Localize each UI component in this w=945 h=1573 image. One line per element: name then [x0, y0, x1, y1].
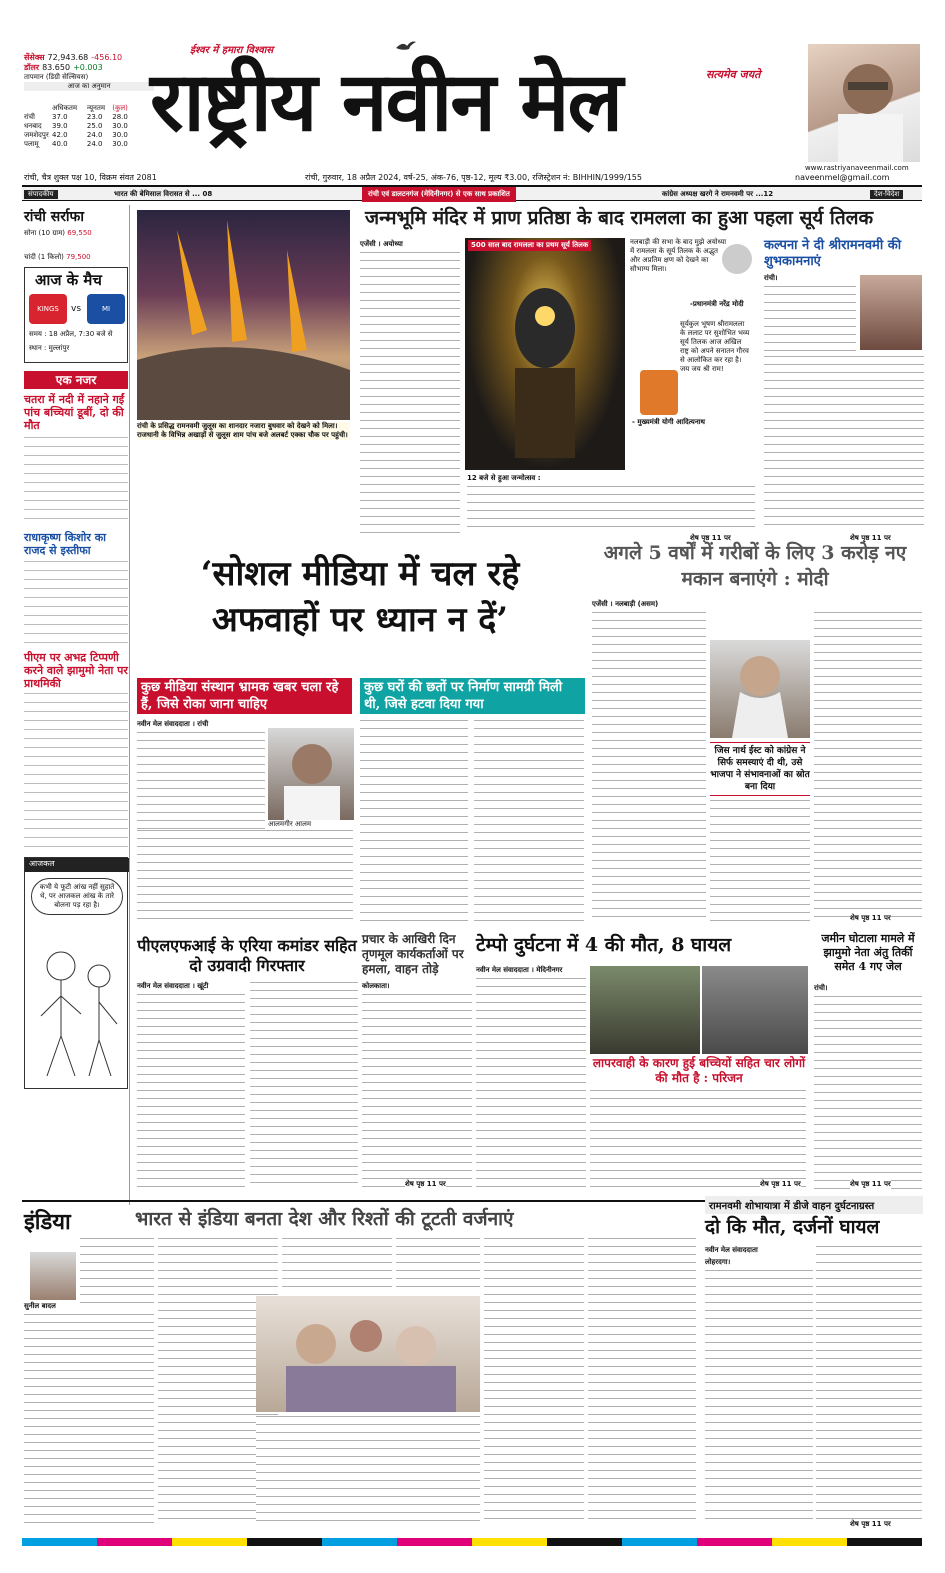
- silver-value: 79,500: [66, 253, 91, 261]
- social-body-c: [360, 720, 468, 924]
- tmc-headline: प्रचार के आखिरी दिन तृणमूल कार्यकर्ताओं पर हमला, वाहन तोड़े: [362, 932, 464, 976]
- temperature-label: तापमान (डिग्री सेल्सियस): [24, 73, 89, 81]
- modi-dateline: एजेंसी । नलबाड़ी (असम): [592, 600, 659, 608]
- modi-body-a: [592, 612, 706, 924]
- eknazar-story-2: [24, 561, 128, 647]
- land-headline: जमीन घोटाला मामले में झामुमो नेता अंतु तिर्की समेत 4 गए जेल: [821, 932, 915, 973]
- table-row: रांची 37.0 23.0 28.0: [24, 113, 128, 121]
- dollar-change: +0.003: [73, 63, 103, 72]
- ramnavami-more: शेष पृष्ठ 11 पर: [850, 1520, 891, 1528]
- section-strip: [22, 185, 922, 201]
- pfi-dateline: नवीन मेल संवाददाता । खूंटी: [137, 982, 209, 990]
- market-box: [24, 53, 154, 91]
- vs-text: vs: [71, 304, 82, 314]
- india-headline: भारत से इंडिया बनता देश और रिश्तों की टूटती वर्जनाएं: [135, 1208, 514, 1230]
- kalpana-headline: कल्पना ने दी श्रीरामनवमी की शुभकामनाएं: [764, 238, 902, 269]
- sensex-value: 72,943.68: [47, 53, 89, 62]
- temp-header: (कुल): [112, 104, 128, 112]
- tempo-more: शेष पृष्ठ 11 पर: [760, 1180, 801, 1188]
- ramnavami-body-a: [705, 1270, 813, 1524]
- india-body-g: [484, 1238, 584, 1524]
- tmc-body: [362, 994, 472, 1190]
- social-body-b: [137, 830, 353, 922]
- table-row: पलामू 40.0 24.0 30.0: [24, 140, 128, 148]
- tempo-headline: टेम्पो दुर्घटना में 4 की मौत, 8 घायल: [476, 934, 732, 956]
- gold-value: 69,550: [67, 229, 92, 237]
- social-headline-2: अफवाहों पर ध्यान न दें’: [211, 600, 509, 640]
- ramnavami-body-b: [816, 1246, 922, 1524]
- edition-banner: रांची एवं डालटनगंज (मेदिनीनगर) से एक साथ प्रकाशित: [362, 187, 516, 202]
- author-photo: [30, 1252, 76, 1300]
- modi-quote: नलबाड़ी की सभा के बाद मुझे अयोध्या में रामलला के सूर्य तिलक के अद्भुत और अप्रतिम क्षण को देखने का सौभाग्य मिला।: [630, 238, 727, 273]
- eknazar-headline-2: राधाकृष्ण किशोर का राजद से इस्तीफा: [24, 531, 106, 557]
- section-label-right: देश-विदेश: [870, 190, 903, 199]
- ramnavami-kicker: रामनवमी शोभायात्रा में डीजे वाहन दुर्घटनाग्रस्त: [705, 1196, 923, 1214]
- silver-label: चांदी (1 किलो): [24, 253, 64, 261]
- author-name: सुनील बादल: [24, 1302, 56, 1310]
- procession-photo: [137, 210, 350, 420]
- tmc-more: शेष पृष्ठ 11 पर: [405, 1180, 446, 1188]
- email-text: naveenmel@gmail.com: [795, 173, 890, 182]
- social-subhead-1: कुछ मीडिया संस्थान भ्रामक खबर चला रहे हैं, जिसे रोका जाना चाहिए: [137, 678, 352, 714]
- eknazar-story-3: [24, 693, 128, 851]
- tempo-body-b: [590, 1090, 806, 1190]
- india-body-d: [282, 1238, 392, 1290]
- kharge-photo: [808, 44, 920, 162]
- india-label: इंडिया: [24, 1209, 71, 1235]
- modi-more: शेष पृष्ठ 11 पर: [850, 914, 891, 922]
- date-line: रांची, गुरुवार, 18 अप्रैल 2024, वर्ष-25, अंक-76, पृष्ठ-12, मूल्य ₹3.00, रजिस्ट्रेशन नं: BIHHIN/1999/155: [305, 173, 642, 182]
- team-logo-kings: KINGS: [29, 294, 67, 324]
- temp-header: न्यूनतम: [86, 104, 106, 112]
- eknazar-story-1: [24, 437, 128, 527]
- india-body-f: [396, 1238, 480, 1290]
- social-photo-caption: आलमगीर आलम: [268, 820, 312, 828]
- forecast-label: आज का अनुमान: [24, 82, 154, 91]
- land-more: शेष पृष्ठ 11 पर: [850, 1180, 891, 1188]
- eknazar-title: एक नजर: [24, 371, 128, 389]
- match-time: समय : 18 अप्रैल, 7:30 बजे से: [29, 330, 113, 338]
- eknazar-headline-3: पीएम पर अभद्र टिप्पणी करने वाले झामुमो नेता पर प्राथमिकी: [24, 651, 128, 690]
- ramnavami-headline: दो कि मौत, दर्जनों घायल: [705, 1216, 880, 1238]
- ref-kharge: कांग्रेस अध्यक्ष खरगे ने रामनवमी पर ...12: [662, 190, 774, 198]
- modi-avatar: [722, 244, 752, 274]
- tempo-subhead: लापरवाही के कारण हुई बच्चियों सहित चार लोगों की मौत है : परिजन: [592, 1056, 806, 1085]
- eknazar-headline-1: चतरा में नदी में नहाने गईं पांच बच्चियां डूबीं, दो की मौत: [24, 393, 125, 432]
- social-headline-1: ‘सोशल मीडिया में चल रहे: [200, 554, 520, 594]
- tempo-photo-2: [702, 966, 808, 1054]
- pfi-headline: पीएलएफआई के एरिया कमांडर सहित दो उग्रवादी गिरफ्तार: [137, 936, 357, 975]
- match-venue: स्थान : मुल्लांपुर: [29, 344, 70, 352]
- modi-pullquote: जिस नार्थ ईस्ट को कांग्रेस ने सिर्फ समस्याएं दी थी, उसे भाजपा ने संभावनाओं का स्रोत बना दिया: [710, 742, 810, 796]
- sarafa-title: रांची सर्राफा: [24, 209, 84, 225]
- left-date: रांची, चैत्र शुक्ल पक्ष 10, विक्रम संवत 2081: [24, 173, 157, 182]
- kalpana-body-a: [764, 286, 856, 356]
- aajkal-cartoon: [24, 857, 128, 1089]
- modi-photo: [710, 640, 810, 738]
- india-body-h: [588, 1238, 696, 1524]
- tempo-body-a: [476, 978, 586, 1190]
- modi-sign: -प्रधानमंत्री नरेंद्र मोदी: [690, 300, 744, 308]
- lead-body-col1: [360, 252, 460, 534]
- india-body-b: [24, 1314, 154, 1524]
- ramlalla-photo: [465, 238, 625, 470]
- ramnavami-place: लोहरदगा।: [705, 1258, 731, 1266]
- color-registration-bar: [22, 1538, 922, 1546]
- tempo-photo-1: [590, 966, 700, 1054]
- india-body-a: [80, 1238, 154, 1310]
- left-column: [22, 205, 130, 1205]
- family-photo: [256, 1296, 480, 1412]
- match-box: [24, 267, 128, 363]
- social-body-a: [137, 732, 265, 830]
- tmc-dateline: कोलकाता।: [362, 982, 390, 990]
- sensex-label: सेंसेक्स: [24, 53, 45, 62]
- section-label-left: संपादकीय: [24, 190, 58, 199]
- social-body-d: [474, 720, 584, 924]
- dollar-label: डॉलर: [24, 63, 40, 72]
- aajkal-title: आजकल: [25, 858, 129, 872]
- modi-headline: अगले 5 वर्षों में गरीबों के लिए 3 करोड़ नए मकान बनाएंगे : मोदी: [603, 542, 907, 590]
- dollar-value: 83.650: [42, 63, 71, 72]
- table-row: जमशेदपुर 42.0 24.0 30.0: [24, 131, 128, 139]
- ramnavami-dateline: नवीन मेल संवाददाता: [705, 1246, 758, 1254]
- website-text: www.rastriyanaveenmail.com: [805, 164, 909, 172]
- cartoon-drawing: [31, 936, 123, 1084]
- team-logo-mi: MI: [87, 294, 125, 324]
- modi-body-b: [710, 800, 810, 924]
- table-row: धनबाद 39.0 25.0 30.0: [24, 122, 128, 130]
- tagline-left: ईश्वर में हमारा विश्वास: [190, 45, 274, 56]
- lead-body-col2: [467, 486, 755, 532]
- pfi-body-a: [137, 994, 245, 1190]
- gold-label: सोना (10 ग्राम): [24, 229, 66, 237]
- tagline-right: सत्यमेव जयते: [706, 68, 761, 81]
- social-dateline: नवीन मेल संवाददाता । रांची: [137, 720, 209, 728]
- yogi-quote: सूर्यकुल भूषण श्रीरामलला के ललाट पर सुशोभित भव्य सूर्य तिलक आज अखिल राष्ट्र को अपने सनातन गौरव से आलोकित कर रहा है। जय जय श्री राम!: [680, 320, 750, 373]
- social-photo: [268, 728, 354, 820]
- yogi-avatar: [640, 370, 678, 415]
- social-subhead-2: कुछ घरों की छतों पर निर्माण सामग्री मिली थी, जिसे हटवा दिया गया: [360, 678, 585, 714]
- lead-bold-line: 12 बजे से हुआ जन्मोत्सव :: [467, 474, 541, 482]
- yogi-sign: - मुख्यमंत्री योगी आदित्यनाथ: [632, 418, 705, 426]
- lead-headline: जन्मभूमि मंदिर में प्राण प्रतिष्ठा के बाद रामलला का हुआ पहला सूर्य तिलक: [365, 207, 874, 229]
- kalpana-dateline: रांची।: [764, 274, 778, 282]
- lead-more: शेष पृष्ठ 11 पर: [690, 534, 731, 542]
- ref-editorial: भारत की बेमिसाल विरासत से ... 08: [114, 190, 213, 198]
- kalpana-body-b: [764, 356, 924, 528]
- temp-header: अधिकतम: [52, 104, 78, 112]
- ramlalla-photo-label: 500 साल बाद रामलला का प्रथम सूर्य तिलक: [468, 240, 591, 251]
- india-body-e: [256, 1416, 480, 1524]
- temperature-table: [24, 104, 134, 149]
- procession-caption: रांची के प्रसिद्ध रामनवमी जुलूस का शानदार नजारा बुधवार को देखने को मिला। राजधानी के विभिन्न अखाड़ों से जुलूस शाम पांच बजे अलबर्ट एक्का चौक पर पहुंची।: [137, 422, 350, 440]
- dove-icon: [395, 38, 417, 52]
- match-title: आज के मैच: [35, 271, 102, 289]
- kalpana-more: शेष पृष्ठ 11 पर: [850, 534, 891, 542]
- land-dateline: रांची।: [814, 984, 828, 992]
- land-body: [814, 996, 922, 1190]
- pfi-body-b: [250, 982, 358, 1190]
- masthead-title: राष्ट्रीय नवीन मेल: [150, 54, 622, 150]
- sensex-change: -456.10: [91, 53, 123, 62]
- modi-body-c: [814, 612, 922, 924]
- kalpana-photo: [860, 275, 922, 350]
- tempo-dateline: नवीन मेल संवाददाता । मेदिनीनगर: [476, 966, 563, 974]
- cartoon-speech: कभी ये फूटी आंख नहीं सुहाते थे, पर आजकल आंख के तारे बोलना पड़ रहा है।: [31, 878, 123, 915]
- lead-dateline: एजेंसी । अयोध्या: [360, 240, 403, 248]
